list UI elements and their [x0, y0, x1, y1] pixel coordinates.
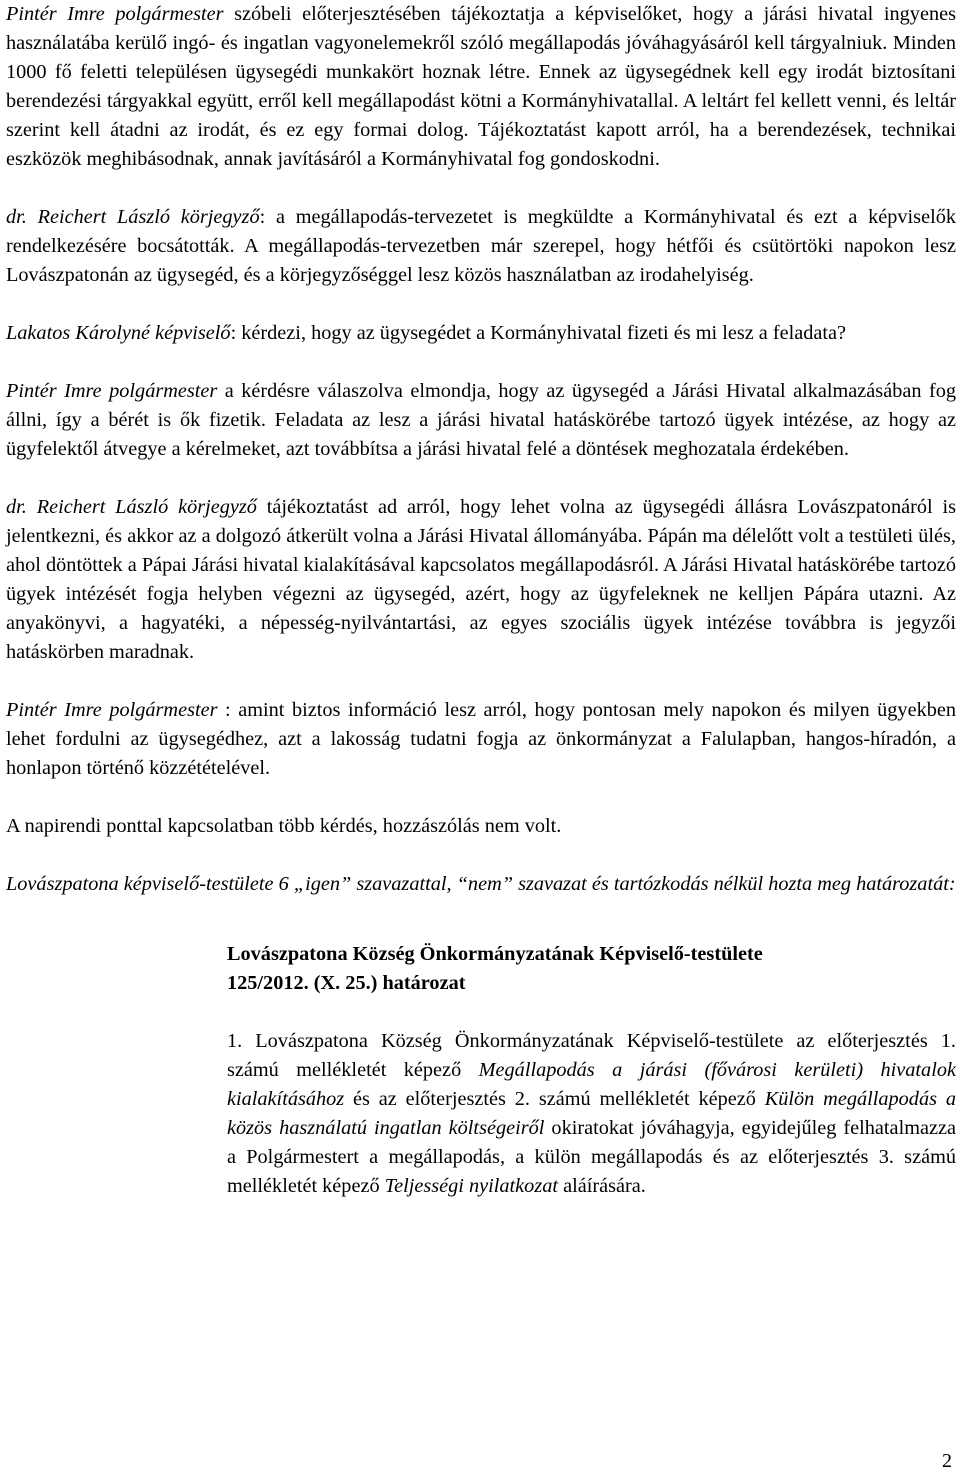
paragraph-5 — [6, 493, 956, 667]
document-title: Külön megállapodás a közös használatú ingatlan költségeiről — [227, 1088, 956, 1139]
resolution-text: és az előterjesztés 2. számú mellékletét képező — [344, 1088, 765, 1110]
paragraph-text: : amint biztos információ lesz arról, hogy pontosan mely napokon és milyen ügyekben lehet fordulni az ügysegédhez, azt a lakosság tudatni fogja az önkormányzat a Falulapban, hangos-híradón, a honlapon történő közzétételével. — [6, 699, 956, 779]
speaker-name: dr. Reichert László körjegyző — [6, 206, 260, 228]
speaker-name: Pintér Imre polgármester — [6, 380, 218, 402]
paragraph-text: : a megállapodás-tervezetet is megküldte a Kormányhivatal és ezt a képviselők rendelkezésére bocsátották. A megállapodás-tervezetben már szerepel, hogy hétfői és csütörtöki napokon lesz Lovászpatonán az ügysegéd, és a körjegyzőséggel lesz közös használatban az irodahelyiség. — [6, 206, 956, 286]
paragraph-2 — [6, 203, 956, 290]
speaker-name: Pintér Imre polgármester — [6, 699, 218, 721]
page-number: 2 — [942, 1450, 952, 1472]
resolution-text: 1. Lovászpatona Község Önkormányzatának Képviselő-testülete az előterjesztés 1. számú mellékletét képező — [227, 1030, 956, 1081]
speaker-name: dr. Reichert László körjegyző — [6, 496, 257, 518]
speaker-name: Lakatos Károlyné képviselő — [6, 322, 231, 344]
paragraph-3 — [6, 319, 956, 348]
document-page — [6, 0, 956, 1201]
paragraph-4 — [6, 377, 956, 464]
resolution-text: aláírására. — [558, 1175, 646, 1197]
resolution-text: okiratokat jóváhagyja, egyidejűleg felhatalmazza a Polgármestert a megállapodás, a külön megállapodás és az előterjesztés 3. számú mellékletét képező — [227, 1117, 956, 1197]
vote-line — [6, 870, 956, 899]
paragraph-text: szóbeli előterjesztésében tájékoztatja a képviselőket, hogy a járási hivatal ingyenes használatába kerülő ingó- és ingatlan vagyonelemekről szóló megállapodás jóváhagyásáról kell tárgyalniuk. Minden 1000 fő feletti településen ügysegédi munkakört hoznak létre. Ennek az ügysegédnek kell egy irodát biztosítani berendezési tárgyakkal együtt, erről kell megállapodást kötni a Kormányhivatallal. A leltárt fel kellett venni, és leltár szerint kell átadni az irodát, és ez egy formai dolog. Tájékoztatást kapott arról, ha a berendezések, technikai eszközök meghibásodnak, annak javításáról a Kormányhivatal fog gondoskodni. — [6, 3, 956, 170]
paragraph-text: a kérdésre válaszolva elmondja, hogy az ügysegéd a Járási Hivatal alkalmazásában fog állni, így a bérét is ők fizetik. Feladata az lesz a járási hivatal hatáskörébe tartozó ügyek intézése, az hogy az ügyfelektől átvegye a kérelmeket, azt továbbítsa a járási hivatal felé a döntések meghozatala érdekében. — [6, 380, 956, 460]
paragraph-1 — [6, 0, 956, 174]
document-title: Megállapodás a járási (fővárosi kerületi) hivatalok kialakításához — [227, 1059, 956, 1110]
no-questions-note: A napirendi ponttal kapcsolatban több kérdés, hozzászólás nem volt. — [6, 815, 562, 837]
vote-text: Lovászpatona képviselő-testülete 6 „igen” szavazattal, “nem” szavazat és tartózkodás nélkül hozta meg határozatát: — [6, 873, 956, 895]
paragraph-text: : kérdezi, hogy az ügysegédet a Kormányhivatal fizeti és mi lesz a feladata? — [230, 322, 847, 344]
speaker-name: Pintér Imre polgármester — [6, 3, 224, 25]
document-title: Teljességi nyilatkozat — [384, 1175, 558, 1197]
resolution-header — [227, 940, 956, 998]
paragraph-text: tájékoztatást ad arról, hogy lehet volna az ügysegédi állásra Lovászpatonáról is jelentkezni, és akkor az a dolgozó átkerült volna a Járási Hivatal állományába. Pápán ma délelőtt volt a testületi ülés, ahol döntöttek a Pápai Járási hivatal kialakításával kapcsolatos megállapodásról. A Járási Hivatal hatáskörébe tartozó ügyek intézését fogja helyben végezni az ügysegéd, azért, hogy az ügyfeleknek ne kelljen Pápára utazni. Az anyakönyvi, a hagyatéki, a népesség-nyilvántartási, az egyes szociális ügyek intézése továbbra is jegyzői hatáskörben maradnak. — [6, 496, 956, 663]
resolution-number: 125/2012. (X. 25.) határozat — [227, 972, 466, 994]
resolution-title: Lovászpatona Község Önkormányzatának Képviselő-testülete — [227, 943, 763, 965]
resolution-body — [227, 1027, 956, 1201]
paragraph-6 — [6, 696, 956, 783]
